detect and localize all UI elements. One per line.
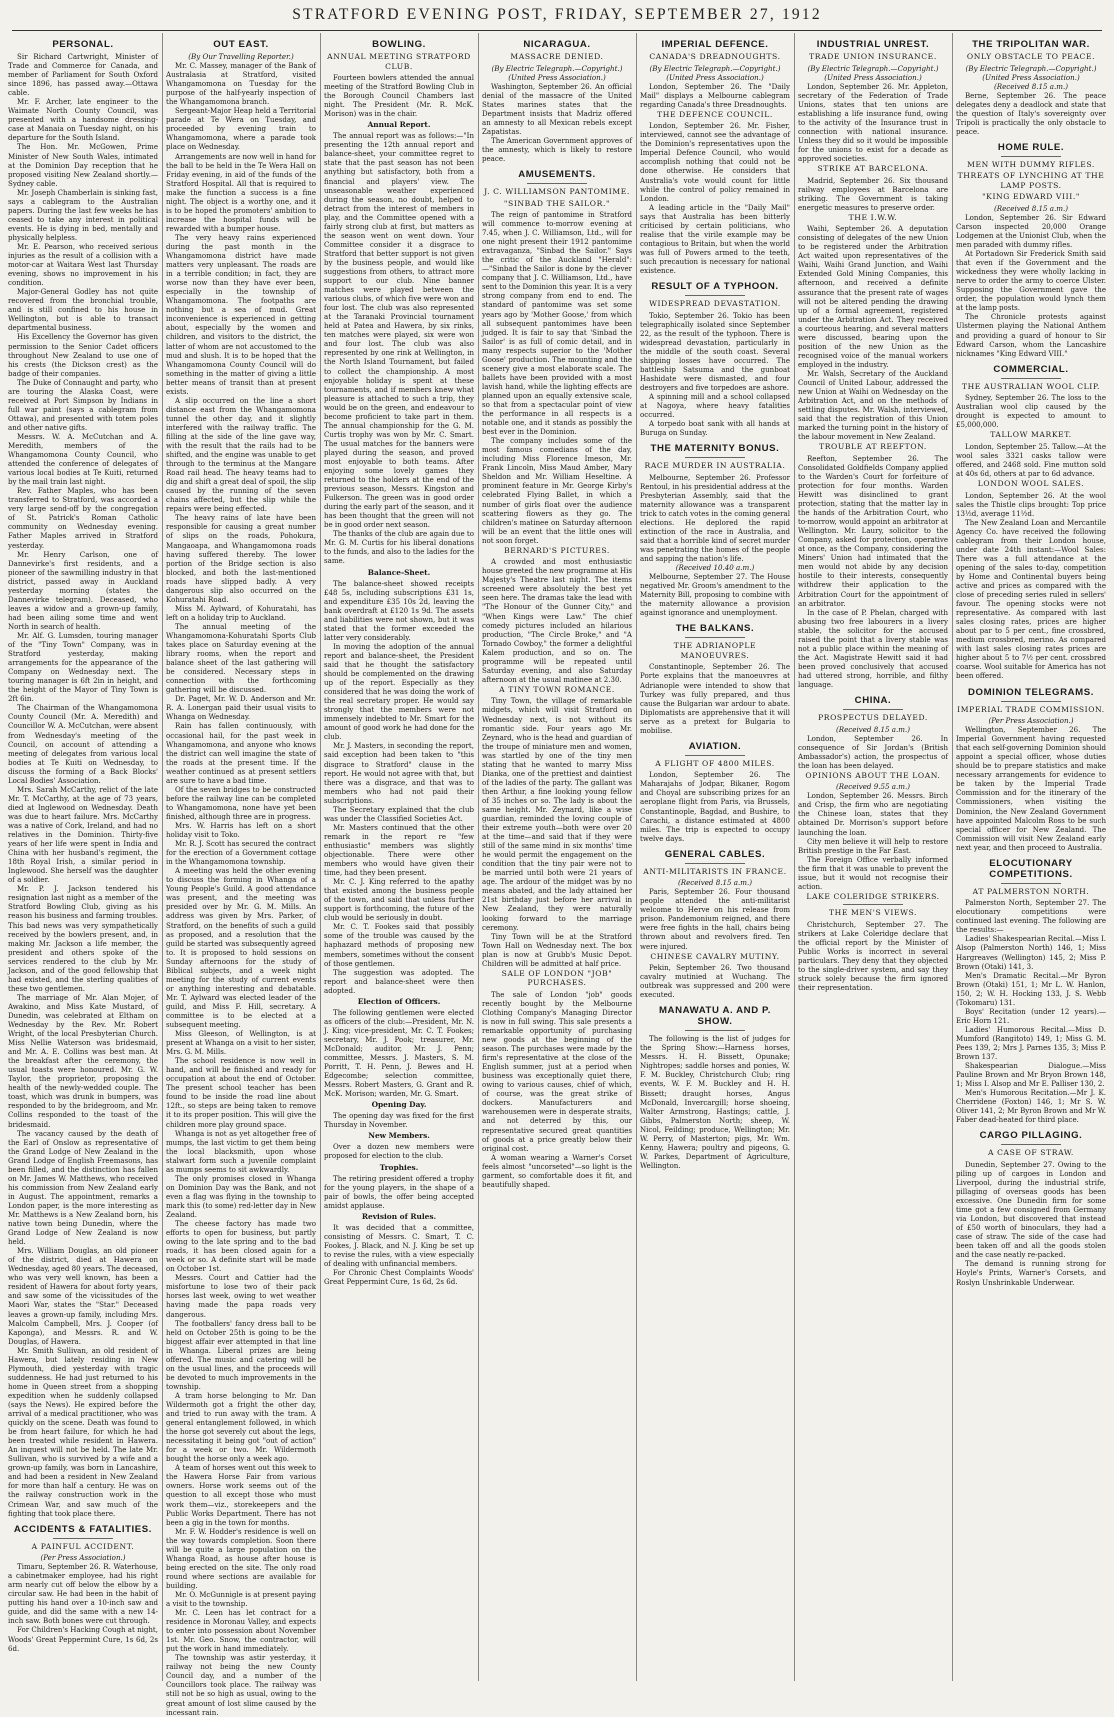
subheading: TRADE UNION INSURANCE. (809, 52, 937, 61)
section-heading: THE MATERNITY BONUS. (650, 443, 780, 455)
subheading: THE ADRIANOPLE MANOEUVRES. (673, 641, 757, 660)
section-separator (685, 295, 745, 296)
section-separator (685, 637, 745, 638)
article-paragraph: A torpedo boat sank with all hands at Buruga on Sunday. (640, 419, 790, 438)
article-paragraph: Timaru, September 26. R. Waterhouse, a cabinetmaker employee, had his right arm nearly cut off below the elbow by a circular saw. He had been in the habit of putting his hand over a 10-inch saw and guide, and did the same with a new 14-inch saw. Both bones were cut through. (8, 1562, 158, 1626)
article-paragraph: The demand is running strong for Hoyle's Prints, Warner's Corsets, and Roslyn Unshrinkable Underwear. (956, 1259, 1106, 1287)
subheading: RACE MURDER IN AUSTRALIA. (644, 461, 786, 471)
article-paragraph: Whanga is not as yet altogether free of mumps, the last victim to get them being the local blacksmith, upon whose stalwart form such a juvenile complaint as mumps seems to sit awkwardly. (166, 1128, 316, 1174)
section-heading: OUT EAST. (213, 39, 269, 50)
article-paragraph: London, September 26. The Maharajahs of Jodpar, Bikaner, Rogom and Choyal are subscribing prizes for an aeroplane flight from Paris, via Brussels, Constantinople, Bagdad, and Bushire, to Carachi, a distance estimated at 4800 miles. The trip is expected to occupy twelve days. (640, 770, 790, 843)
article-paragraph: Rain has fallen continuously, with occasional hail, for the past week in Whangamomona, and anyone who knows the district can well imagine the state of the roads at the present time. If the weather continued as at present settlers are sure to have a bad time. (166, 721, 316, 785)
column-rule (636, 33, 637, 1681)
article-paragraph: The annual meeting of the Whangamomona-Kohuratahi Sports Club takes place on Saturday evening at the library rooms, when the report and balance sheet of the last gathering will be considered. Necessary steps in connection with the forthcoming gathering will be discussed. (166, 621, 316, 695)
section-heading: INDUSTRIAL UNREST. (816, 39, 930, 50)
article-paragraph: Mr. F. Archer, late engineer to the Waimate North County Council, was presented with a handsome dressing-case at Manaia on Tuesday night, on his departure for the South Island. (8, 97, 158, 143)
article-paragraph: The following gentlemen were elected as officers of the club:—President, Mr. N. J. King; vice-president, Mr. C. T. Fookes; secretary, Mr. J. Pook; treasurer, Mr. McDonald; auditor, Mr. J. Penn; committee, Messrs. J. Masters, S. M. Porritt, T. H. Penn, J. Bewes and H. Edgecombe; selection committee, Messrs. Robert Masters, G. Grant and R. McK. Morison; warden, Mr. G. Smart. (324, 1007, 474, 1099)
minor-heading: Annual Report. (367, 120, 431, 130)
article-paragraph: Mr. F. W. Hodder's residence is well on the way towards completion. Soon there will be quite a large population on the Whanga Road, as house after house is being erected on the site. The only road round where sections are available for building. (166, 1526, 316, 1590)
subheading: ONLY OBSTACLE TO PEACE. (966, 52, 1096, 61)
section-heading: THE TRIPOLITAN WAR. (972, 39, 1090, 50)
article-paragraph: In the case of P. Phelan, charged with abusing two free labourers in a livery stable, the solicitor for the accused raised the point that a livery stable was not a public place within the meaning of the Act. Magistrate Hewitt said it had been proved conclusively that accused had uttered strong, horrible, and filthy language. (798, 607, 948, 689)
article-paragraph: City men believe it will help to restore British prestige in the Far East. (798, 836, 948, 855)
article-paragraph: Mr. J. Masters, in seconding the report, said exception had been taken to "this disgrace to Stratford" clause in the report. He would not agree with that, but there was a disgrace, and that was to members who had not paid their subscriptions. (324, 741, 474, 805)
section-heading: HOME RULE. (997, 141, 1065, 153)
dateline: (Received 8.15 a.m.) (993, 81, 1069, 91)
article-paragraph: The school residence is now well in hand, and will be finished and ready for occupation at about the end of October. The present school teacher has been found to be inside the road line about 12ft., so steps are being taken to remove it to its proper position. This will give the children more play ground space. (166, 1056, 316, 1129)
article-paragraph: The retiring president offered a trophy for the young players, in the shape of a pair of bowls, the offer being accepted amidst applause. (324, 1173, 474, 1210)
dateline: (Received 8.15 a.m.) (835, 724, 911, 734)
column-rule (162, 33, 163, 1681)
article-paragraph: The opening day was fixed for the first Thursday in November. (324, 1111, 474, 1130)
article-paragraph: A tram horse belonging to Mr. Dan Wildermoth got a fright the other day, and tried to run away with the tram. A general entanglement followed, in which the horse got severely cut about the legs, necessitating it being got "out of action" for a week or two. Mr. Wildermoth bought the horse only a week ago. (166, 1390, 316, 1464)
subheading: OPINIONS ABOUT THE LOAN. (805, 770, 941, 780)
article-paragraph: Dr. Paget, Mr. W. D. Anderson and Mr. R. A. Lonergan paid their usual visits to Whanga on Wednesday. (166, 694, 316, 722)
article-paragraph: Mr. C. J. King referred to the apathy that existed among the business people of the town, and said that unless further support is forthcoming, the future of the club would be seriously in doubt. (324, 877, 474, 923)
section-separator (1001, 701, 1061, 702)
article-paragraph: Waihi, September 26. A deputation consisting of delegates of the new Union to be registered under the Arbitration Act waited upon representatives of the Waihi, Waihi Grand Junction, and Waihi Extended Gold Mining Companies, this afternoon, and received a definite assurance that the present rate of wages will not be altered pending the drawing up of a formal agreement, registered under the Arbitration Act. They received a courteous hearing, and several matters were discussed, bearing upon the position of the new Union as the recognised voice of the manual workers employed in the industry. (798, 224, 948, 369)
dateline: (Received 9.55 a.m.) (835, 782, 911, 792)
article-paragraph: London, September 26. Mr. Appleton, secretary of the Federation of Trade Unions, states that ten unions are establishing a life insurance fund, owing to the activity of the Insurance trust in connection with national insurance. Unless they did so it would be impossible for the unions to exist for a decade as approved societies. (798, 81, 948, 163)
article-paragraph: Pekin, September 26. Two thousand cavalry mutinied at Wuchang. The outbreak was suppressed and 200 were executed. (640, 963, 790, 1000)
section-heading: RESULT OF A TYPHOON. (651, 281, 779, 293)
article-paragraph: Mrs. William Douglas, an old pioneer of the district, died at Hawera on Wednesday, aged 80 years. The deceased, who was very well known, has been a resident of Hawera for about forty years, and saw some of the vicissitudes of the Maori War, states the "Star." Deceased leaves a grown-up family, including Mrs. Malcolm Campbell, Mrs. J. Cooper (of Kaponga), and Messrs. R. and W. Douglas, of Hawera. (8, 1246, 158, 1346)
article-paragraph: For Chronic Chest Complaints Woods' Great Peppermint Cure, 1s 6d, 2s 6d. (324, 1268, 474, 1287)
article-paragraph: Sergeant-Major Heap held a Territorial parade at Te Wera on Tuesday, and proceeded by evening train to Whangamomona, where a parade took place on Wednesday. (166, 106, 316, 152)
section-separator (685, 1030, 745, 1031)
article-paragraph: Constantinople, September 26. The Porte explains that the manoeuvres at Adrianople were intended to show that Turkey was fully prepared, and thus cause the Bulgarian war ardour to abate. Diplomatists are apprehensive that it will serve as a pretext for Bulgaria to mobilise. (640, 662, 790, 735)
article-paragraph: At Portadown Sir Frederick Smith said that even if the Government and the wickedness they were wholly lacking in nerve to order the army to coerce Ulster. Supposing the Government gave the order, the population would lynch them at the lamp posts. (956, 249, 1106, 313)
section-heading: COMMERCIAL. (993, 363, 1069, 375)
article-paragraph: Major-General Godley has not quite recovered from the bronchial trouble, and is still confined to his house in Wellington, but is able to transact departmental business. (8, 287, 158, 333)
subheading: IMPERIAL TRADE COMMISSION. (957, 704, 1105, 714)
article-paragraph: Tokio, September 26. Tokio has been telegraphically isolated since September 22, as the result of the typhoon. There is widespread devastation, particularly in the middle of the south coast. Several shipping losses have occurred. The battleship Satsuma and the gunboat Hashidate were dismasted, and four destroyers and five torpedoes are ashore. (640, 310, 790, 392)
section-separator (53, 1538, 113, 1539)
article-paragraph: A woman wearing a Warner's Corset feels almost "uncorseted"—so light is the garment, so comfortable does it fit, and beautifully shaped. (482, 1152, 632, 1189)
article-paragraph: Mr. E. Pearson, who received serious injuries as the result of a collision with a motor-car at Waitara West last Thursday evening, shows no improvement in his condition. (8, 241, 158, 288)
article-paragraph: The Hon. Mr. McGowen, Prime Minister of New South Wales, intimated at the Dominion Day reception that he proposed visiting New Zealand shortly.—Sydney cable. (8, 142, 158, 188)
article-paragraph: Mr. R. J. Scott has secured the contract for the erection of a Government cottage in the Whangamomona township. (166, 839, 316, 867)
article-paragraph: Wellington, September 26. The Imperial Government having requested that each self-governing Dominion should appoint a special officer, whose duties should be to prepare statistics and make necessary arrangements for evidence to be taken by the Imperial Trade Commission and for the itinerary of the Commissioners, when visiting the Dominion, the New Zealand Government have appointed Malcolm Ross to be such special officer for New Zealand. The Commission will visit New Zealand early next year, and then proceed to Australia. (956, 725, 1106, 852)
article-paragraph: Ladies' Shakespearian Recital.—Miss I. Alsop (Palmerston North) 146, 1; Miss Hargreaves (Wellington) 145, 2; Miss P. Brown (Otaki) 141, 3. (956, 934, 1106, 971)
article-paragraph: London, September 26. Messrs. Birch and Crisp, the firm who are negotiating the Chinese loan, states that they obtained Dr. Morrison's support before launching the loan. (798, 791, 948, 837)
article-paragraph: Madrid, September 26. Six thousand railway employees at Barcelona are striking. The Government is taking energetic measures to preserve order. (798, 175, 948, 212)
article-paragraph: London, September 25. Tallow.—At the wool sales 3321 casks tallow were offered, and 2468 sold. Fine mutton sold at 40s 6d, others at par to 6d advance. (956, 441, 1106, 478)
article-paragraph: Fourteen bowlers attended the annual meeting of the Stratford Bowling Club in the Borough Council Chambers last night. The President (Mr. R. McK. Morison) was in the chair. (324, 73, 474, 119)
section-separator (685, 863, 745, 864)
newspaper-columns (8, 33, 1108, 1717)
article-paragraph: Sydney, September 26. The loss to the Australian wool clip caused by the drought is expected to amount to £5,000,000. (956, 393, 1106, 430)
article-paragraph: Reefton, September 26. The Consolidated Goldfields Company applied to the Warden's Court for forfeiture of protection for four months. Warden Hewitt was disinclined to grant protection, stating that the matter lay in the hands of the Arbitration Court, who to-morrow, would appoint an arbitrator at Wellington. Mr. Laury, solicitor to the Company, asked for protection, operative at once, as the Company, considering the Miners' Union had intimated that the men would not abide by any decision hostile to their interests, consequently withdrew their application to the Arbitration Court for the appointment of an arbitrator. (798, 453, 948, 608)
article-paragraph: Mr. C. Massey, manager of the Bank of Australasia at Stratford, visited Whangamomona on Tuesday for the purpose of the half-yearly inspection of the Whangamomona branch. (166, 61, 316, 107)
section-heading: AVIATION. (688, 740, 742, 752)
column-nicaragua (482, 33, 632, 1681)
article-paragraph: The township was astir yesterday, it railway not being the new County Council day, and a number of the Councillors took place. The railway was still not be so high as usual, owing to the great amount of lost slime caused by the incessant rain. (166, 1653, 316, 1717)
article-paragraph: Over a dozen new members were proposed for election to the club. (324, 1142, 474, 1161)
subheading: THE AUSTRALIAN WOOL CLIP. (961, 381, 1101, 391)
subheading: STRIKE AT BARCELONA. (817, 164, 929, 174)
subheading: A PAINFUL ACCIDENT. (31, 1541, 135, 1551)
section-separator (527, 183, 587, 184)
section-separator (1001, 1144, 1061, 1145)
article-paragraph: London, September 26. The "Daily Mail" displays a Melbourne cablegram regarding Canada's three Dreadnoughts. (640, 81, 790, 109)
article-paragraph: The heavy rains of late have been responsible for causing a great number of slips on the roads, Pohokura, Mangaoapa, and Whangamomona roads having suffered thereby. The lower portion of the Bridge section is also blocked, and both the last-mentioned roads have slipped badly. A very dangerous slip also occurred on the Kohuratahi Road. (166, 513, 316, 604)
dateline: (Received 8.15 a.m.) (677, 878, 753, 888)
column-rule (952, 33, 953, 1681)
article-paragraph: Dunedin, September 27. Owing to the piling up of cargoes in London and Liverpool, during the industrial strife, pillaging of overseas goods has been excessive. One Dunedin firm for some time got a few consigned from Germany via London, but discovered that instead of £50 worth of binoculars, they had a case of straw. The side of the case had been taken off and all the goods stolen and the case neatly re-packed. (956, 1159, 1106, 1260)
dateline: (Per Press Association.) (988, 716, 1074, 726)
article-paragraph: The Chairman of the Whangamomona County Council (Mr. A. Meredith) and Councillor W. A. McCutchan, were absent from Wednesday's meeting of the Council, on account of attending a meeting of delegates from various local bodies at Te Kuiti on Wednesday, to discuss the forming of a Back Blocks' Local Bodies' Association. (8, 703, 158, 785)
column-tripolitan-war (956, 33, 1106, 1681)
article-paragraph: Arrangements are now well in hand for the ball to be held in the Te Wera Hall on Friday evening, in aid of the funds of the Stratford Hospital. All that is required to make the function a success is a fine night. The object is a worthy one, and it is to be hoped the promoters' ambition to increase the hospital funds will be rewarded with a bumper house. (166, 151, 316, 233)
article-paragraph: The very heavy rains experienced during the past month in the Whangamomona district have made matters very unpleasant. The roads are in a terrible condition; in fact, they are worse now than they have ever been, especially in the township of Whangamomona. The footpaths are nothing but a sea of mud. Great inconvenience is experienced in getting about, especially by the women and children, and visitors to the district, the latter of whom are not accustomed to the mud and slush. It is to be hoped that the Whangamomona County Council will do something in the matter of giving a little better means of transit than at present exists. (166, 232, 316, 396)
article-paragraph: Miss M. Aylward, of Kohuratahi, has left on a holiday trip to Auckland. (166, 603, 316, 622)
dateline: (By Electric Telegraph.—Copyright.) (United Press Association.) (491, 63, 623, 82)
article-paragraph: Mr. O. McGunnigle is at present paying a visit to the township. (166, 1589, 316, 1609)
article-paragraph: Mr. Henry Carlson, one of Dannevirke's first residents, and a pioneer of the sawmilling industry in that district, passed away in Auckland yesterday morning (states the Dannevirke telegram). Deceased, who leaves a widow and a grown-up family, had been ailing some time and went North in search of health. (8, 549, 158, 631)
subheading: ANTI-MILITARISTS IN FRANCE. (643, 866, 787, 876)
article-paragraph: The suggestion was adopted. The report and balance-sheet were then adopted. (324, 967, 474, 995)
article-paragraph: Men's Dramatic Recital.—Mr Byron Brown (Otaki) 151, 1; Mr L. W. Hanlon, 150, 2; W. H. Hocking 133, J. S. Webb (Tokomaru) 131. (956, 970, 1106, 1007)
subheading: CANADA'S DREADNOUGHTS. (649, 52, 781, 61)
dateline: (Received 10.40 a.m.) (675, 563, 755, 573)
subheading: A TINY TOWN ROMANCE. (499, 684, 615, 694)
article-paragraph: Mrs. W. Harris has left on a short holiday visit to Toko. (166, 820, 316, 840)
article-paragraph: Mr. Walsh, Secretary of the Auckland Council of United Labour, addressed the new Union at Waihi on Wednesday on the Arbitration Act, and on the methods of settling disputes. Mr. Walsh, interviewed, said that the registration of this Union marked the turning point in the history of the labour movement in New Zealand. (798, 368, 948, 442)
article-paragraph: Christchurch, September 27. The strikers at Lake Coleridge declare that the official report by the Minister of Public Works is incorrect in several particulars. They deny that they objected to the single-driver system, and say they struck solely because the firm ignored their representation. (798, 919, 948, 993)
article-paragraph: For Children's Hacking Cough at night, Woods' Great Peppermint Cure, 1s 6d, 2s 6d. (8, 1625, 158, 1653)
masthead: STRATFORD EVENING POST, FRIDAY, SEPTEMBER 27, 1912 (292, 6, 822, 23)
column-rule (320, 33, 321, 1681)
subheading: "SINBAD THE SAILOR." (503, 198, 611, 208)
section-separator (1001, 883, 1061, 884)
article-paragraph: The balance-sheet showed receipts £48 5s, including subscriptions £31 1s, and expenditure £35 10s 2d, leaving the bank overdraft at £120 1s 9d. The assets and liabilities were not shown, but it was stated that the former exceeded the latter very considerably. (324, 578, 474, 642)
article-paragraph: London, September 26. In consequence of Sir Jordan's (British Ambassador's) action, the prospectus of the loan has been delayed. (798, 733, 948, 770)
article-paragraph: Melbourne, September 26. Professor Rentoul, in his presidential address at the Presbyterian Assembly, said that the maternity allowance was a transparent trick to catch votes in the coming general elections. He deplored the rapid extinction of the race in Australia, and said that a horrible kind of secret murder was penetrating the homes of the people and sapping the nation's life. (640, 472, 791, 564)
article-paragraph: Messrs. W. A. McCutchan and A. Meredith, members of the Whangamomona County Council, who attended the conference of delegates of various local bodies at Te Kuiti, returned by the mail train last night. (8, 431, 158, 487)
article-paragraph: The Duke of Connaught and party, who are touring the Alaska Coast, were received at Port Simpson by Indians in full war paint (says a cablegram from Ottawa), and presented with totem poles and other native gifts. (8, 377, 158, 432)
subheading: LAKE COLERIDGE STRIKERS. (806, 891, 940, 901)
article-paragraph: Mr. Smith Sullivan, an old resident of Hawera, but lately residing in New Plymouth, died yesterday with tragic suddenness. He had just returned to his home in Queen street from a shopping expedition when he suddenly collapsed (says the News). He expired before the arrival of a medical practitioner, who was quickly on the scene. Death was found to be from heart failure, for which he had been treated while resident in Hawera. An inquest will not be held. The late Mr. Sullivan, who is survived by a wife and a grown-up family, was born in Lancashire, and had been a resident in New Zealand for more than half a century. He was on the railway construction work in the Crimean War, and saw much of the fighting that took place there. (8, 1345, 158, 1518)
section-heading: CARGO PILLAGING. (979, 1130, 1083, 1142)
article-paragraph: Paris, September 26. Four thousand people attended the anti-militarist welcome to Herve on his release from prison. Pandemonium reigned, and there were free fights in the hall, chairs being thrown about and revolvers fired. Ten were injured. (640, 887, 790, 951)
section-heading: AMUSEMENTS. (518, 169, 596, 181)
article-paragraph: London, September 26. Sir Edward Carson inspected 20,000 Orange Lodgemen at the Unionist Club, when the men paraded with dummy rifles. (956, 212, 1106, 250)
article-paragraph: London, September 26. At the wool sales the Thistle clips brought: Top price 13½d, average 11½d. (956, 490, 1106, 518)
dateline: (By Electric Telegraph.—Copyright.) (United Press Association.) (649, 63, 781, 82)
subheading: LONDON WOOL SALES. (977, 479, 1085, 489)
masthead-rule (12, 30, 1102, 31)
article-paragraph: A team of horses went out this week to the Hawera Horse Fair from various owners. Horse work seems out of the question to all except those who must work them—viz., storekeepers and the Public Works Department. There has not been a gig in the town for months. (166, 1463, 316, 1527)
subheading: THREATS OF LYNCHING AT THE LAMP POSTS. (957, 171, 1105, 190)
column-rule (478, 33, 479, 1681)
section-heading: PERSONAL. (52, 39, 114, 50)
article-paragraph: The New Zealand Loan and Mercantile Agency Co. have received the following cablegram from their London house, under date 24th instant:—Wool Sales: There was a full attendance at the opening of the sales to-day, competition by Home and Continental buyers being active and prices as compared with the close of preceding series ruled in sellers' favour. The opening stocks were not representative. As compared with last sales closing rates, prices are higher about par to 5 per cent., fine crossbred, medium crossbred, merino. As compared with last sales closing rates prices are higher about 5 to 7½ per cent. crossbred coarse. Wool suitable for America has not been offered. (956, 517, 1106, 681)
article-paragraph: Mr. Masters continued that the other remark in the report re "few enthusiastic" members was slightly objectionable. There were other members who would have given their time, had they been present. (324, 822, 474, 878)
subheading: MASSACRE DENIED. (510, 52, 604, 61)
section-separator (843, 709, 903, 710)
subheading: CHINESE CAVALRY MUTINY. (650, 951, 780, 961)
article-paragraph: Berne, September 26. The peace delegates deny a deadlock and state that the question of Italy's sovereignty over Tripoli is practically the only obstacle to peace. (956, 90, 1106, 136)
minor-heading: New Members. (368, 1131, 430, 1141)
article-paragraph: A leading article in the "Daily Mail" says that Australia has been bitterly criticised by certain politicians, who realise that the virile example may be contagious to Britain, but when the world was full of Powers armed to the teeth, such precaution is necessary for national existence. (640, 202, 790, 275)
article-paragraph: Tiny Town, the village of remarkable midgets, which will visit Stratford on Wednesday next, is not without its romantic side. Four years ago Mr. Zeynard, who is the head and guardian of the troupe of miniature men and women, was startled by one of the tiny men stating that he wanted to marry Miss Dianka, one of the prettiest and daintiest of the ladies of the party. The gallant was then Arthur, a fine looking young fellow of 35 inches or so. The lady is about the same height. Mr. Zeynard, like a wise guardian, reminded the loving couple of their extreme youth—both were over 20 at the time—and said that if they were still of the same mind in six months' time he would permit the engagement on the condition that the tiny pair were not to be married until both were 21 years of age. The ardour of the midget was by no means abated, and the lady attained her 21st birthday just before her arrival in New Zealand, they were naturally looking forward to the marriage ceremony. (482, 696, 632, 932)
article-paragraph: Melbourne, September 27. The House negatived Mr. Groom's amendment to the Maternity Bill, proposing to combine with the maternity allowance a provision against ignorance and unemployment. (640, 572, 790, 618)
section-heading: THE BALKANS. (675, 623, 755, 635)
subheading: TALLOW MARKET. (990, 430, 1072, 440)
article-paragraph: The annual report was as follows:—"In presenting the 12th annual report and balance-sheet, your committee regret to state that the past season has not been anything but satisfactory, both from a financial and players' view. The unseasonable weather experienced during the season, no doubt, helped to detract from the interest of members in play, and the Committee opened with a fairly strong club at first, but matters as the season went on went down. Your Committee consider it a disgrace to Stratford that better support is not given by the business people, and would like suggestions from others, to attract more support to our club. Nine banner matches were played between the various clubs, of which five were won and four lost. The club was also represented at the Taranaki Provincial tournament held at Patea and Hawera, by six rinks, ten matches were played, six were won and four lost. The club was also represented by one rink at Wellington, in the North Island Tournament, but failed to collect the championship. A most enjoyable holiday is spent at these tournaments, and if members knew what pleasure is attached to such a trip, they would be on the green, and endeavour to become proficient to take part in them. The annual championship for the G. M. Curtis trophy was won by Mr. C. Smart. The usual matches for the banners were played during the season, and proved most enjoyable to both teams. After enjoying some lovely games they returned to the holders at the end of the previous season, Messrs. Kingston and Fulkerson. The green was in good order during the early part of the season, and it has been thought that the green will not be in good order next season. (324, 131, 474, 530)
subheading: BERNARD'S PICTURES. (504, 545, 610, 555)
section-heading: DOMINION TELEGRAMS. (968, 686, 1094, 698)
subheading: AT PALMERSTON NORTH. (972, 886, 1090, 896)
article-paragraph: Messrs. Court and Cattier had the misfortune to lose two of their pack horses last week, owing to wet weather having made the papa roads very dangerous. (166, 1273, 316, 1319)
minor-heading: Revision of Rules. (361, 1211, 437, 1221)
section-separator (685, 457, 745, 458)
minor-heading: Trophies. (379, 1162, 419, 1172)
article-paragraph: The vacancy caused by the death of the Earl of Onslow as representative of the Grand Lodge of New Zealand in the Grand Lodge of English Freemasons, has been filled, and the distinction has fallen on Mr. James W. Matthews, who received his commission from New Zealand early in August. The appointment, remarks a London paper, is the more interesting as Mr. Matthews is a New Zealand born, his native town being Dunedin, where the Grand Lodge of New Zealand is now held. (8, 1128, 158, 1247)
section-separator (685, 755, 745, 756)
article-paragraph: It was decided that a committee, consisting of Messrs. C. Smart, T. C. Fookes, J. Black, and N. J. King be set up to revise the rules, with a view especially of dealing with unfinancial members. (324, 1222, 474, 1268)
section-heading: GENERAL CABLES. (664, 848, 766, 860)
dateline: (Per Press Association.) (40, 1553, 126, 1563)
subheading: THE MEN'S VIEWS. (828, 908, 918, 918)
article-paragraph: A meeting was held the other evening to discuss the forming in Whanga of a Young People's Guild. A good attendance was present, and the meeting was presided over by Mr. G. M. Mills. An address was given by Mrs. Parker, of Stratford, on the benefits of such a guild as proposed, and a resolution that the guild be started was subsequently agreed to. It is proposed to hold sessions on Sunday afternoons for the study of Biblical subjects, and a week night meeting for the study of current events or anything interesting and debatable. Mr. T. Aylward was elected leader of the guild, and Miss F. Hill, secretary. A committee is to be elected at a subsequent meeting. (166, 866, 316, 1030)
article-paragraph: Rev. Father Maples, who has been transferred to Stratford, was accorded a very large send-off by the congregation of St. Patrick's Roman Catholic community on Wednesday evening. Father Maples arrived in Stratford yesterday. (8, 486, 158, 550)
section-heading: CHINA. (854, 695, 892, 707)
section-heading: MANAWATU A. AND P. SHOW. (658, 1005, 772, 1028)
article-paragraph: Washington, September 26. An official denial of the massacre of the United States marines states that the Department insists that Madriz offered an amnesty to all Mexican rebels except Zapatistas. (482, 81, 632, 136)
article-paragraph: A crowded and most enthusiastic house greeted the new programme at His Majesty's Theatre last night. The items screened were absolutely the best yet seen here. The dramas take the lead with "The Honour of the Gunner City," and "When Kings were Law." The chief comedy pictures included an hilarious production, "The Circle Broke," and "A Tornado Cowboy," the former a delightful Kalem production, and so on. The programme will be repeated until Saturday evening, and also Saturday afternoon at the usual matinee at 2.30. (482, 557, 632, 684)
section-heading: IMPERIAL DEFENCE. (661, 39, 769, 50)
article-paragraph: The following is the list of judges for the Spring Show:—Harness horses, Messrs. H. H. Bissett, Opunake; Nightropes; saddle horses and ponies, W. F. M. Buckley, Christchurch Club; ring events, W. F. M. Buckley and H. H. Bissett; draught horses, Angus McDonald, Invercargill; horse shoeing, Walter Armstrong, Hastings; cattle, J. Gibbs, Palmerston North; sheep, W. Nicol, Feilding; produce, Wellington; Mr. W. Perry, of Masterton; pigs, Mr. Wm. Kenny, Hawera; poultry and pigeons, G. W. Parkes, Department of Agriculture, Wellington. (640, 1034, 790, 1170)
article-paragraph: Of the seven bridges to be constructed before the railway line can be completed to Whangamomona, none have yet been finished, although three are in progress. (166, 784, 316, 821)
subheading: A FLIGHT OF 4800 MILES. (655, 758, 775, 768)
minor-heading: Election of Officers. (357, 996, 441, 1006)
section-heading: NICARAGUA. (523, 39, 591, 50)
article-paragraph: The reign of pantomime in Stratford will commence to-morrow evening at 7.45, when J. C. Williamson, Ltd., will for one night present their 1912 pantomime extravaganza, "Sinbad the Sailor." Says the critic of the Auckland "Herald":—"Sinbad the Sailor is done by the clever company that J. C. Williamson, Ltd., have sent to the Dominion this year. It is a very strong company from end to end. The standard of pantomime was set some years ago by 'Mother Goose,' from which all subsequent pantomimes have been judged. It is fair to say that 'Sinbad the Sailor' is as full of comic detail, and in many respects superior to the 'Mother Goose' production. The mounting and the scenery give a most elaborate scale. The ballets have been provided with a most lavish hand, while the lighting effects are planned upon an equally extensive scale, so that from a spectacular point of view the performance in all respects is a notable one, and it stands as possibly the best ever in the Dominion. (482, 210, 632, 437)
subheading: ANNUAL MEETING STRATFORD CLUB. (327, 52, 471, 71)
article-paragraph: Mr. C. Leen has let contract for a residence in Moronau Valley, and expects to enter into possession about November 1st. Mr. Geo. Snow, the contractor, will put the work in hand immediately. (166, 1608, 316, 1654)
subheading: "KING EDWARD VIII." (982, 192, 1080, 202)
minor-heading: Opening Day. (371, 1100, 427, 1110)
dateline: (Received 8.15 a.m.) (993, 203, 1069, 213)
column-industrial-unrest (798, 33, 948, 1681)
subheading: A CASE OF STRAW. (988, 1148, 1074, 1158)
column-personal (8, 33, 158, 1681)
subheading: THE DEFENCE COUNCIL. (657, 109, 773, 119)
article-paragraph: The company includes some of the most famous comedians of the day, including Miss Florence Imeson, Mr. Frank Lincoln, Miss Maud Amber, Mary Sheldon and Mr. William Heseltine. A prominent feature in Mr. George Kirby's celebrated Flying Ballet, in which a number of girls float over the audience scattering flowers as they go. The children's matinee on Saturday afternoon will be an event that the little ones will not soon forget. (482, 436, 632, 545)
article-paragraph: A spinning mill and a school collapsed at Nagoya, where heavy fatalities occurred. (640, 391, 790, 420)
article-paragraph: Boys' Recitation (under 12 years).—Eric Horn 121. (956, 1006, 1106, 1025)
article-paragraph: Palmerston North, September 27. The elocutionary competitions were continued last evening. The following are the results:— (956, 898, 1106, 935)
article-paragraph: The marriage of Mr. Alan Mojer, of Awakino, and Miss Kate Mustard, of Dunedin, was celebrated at Eltham on Wednesday by the Rev. Mr. Robert Wright, of the local Presbyterian Church. Miss Nellie Waterson was bridesmaid, and Mr. A. E. Collins was best man. At the breakfast after the ceremony, the usual toasts were honoured. Mr. G. W. Taylor, the proprietor, proposing the health of the newly-wedded couple. The toast, which was drunk in bumpers, was responded to by the bridegroom, and Mr. Collins responded to the toast of the bridesmaid. (8, 992, 158, 1129)
article-paragraph: The sale of London "job" goods recently bought by the Melbourne Clothing Company's Managing Director is now in full swing. This sale presents a remarkable opportunity of purchasing new goods at the beginning of the season. The purchases were made by the firm's representative at the close of the English summer, just at a period when business was exceptionally quiet there, owing to various causes, chief of which, of course, was the great strike of dockers. Manufacturers and warehousemen were in desperate straits, and not deterred by this, our representative secured great quantities of goods at a price greatly below their original cost. (482, 989, 632, 1153)
dateline: (By Electric Telegraph.—Copyright.) (United Press Association.) (807, 63, 939, 82)
article-paragraph: Tiny Town will be at the Stratford Town Hall on Wednesday next. The box plan is now at Grubb's Music Depot. Children will be admitted at half price. (482, 931, 632, 968)
article-paragraph: Men's Humorous Recitation.—Mr J. K. Cherridene (Foxton) 146, 1; Mr S. W. Oliver 141, 2; Mr Byron Brown and Mr W. Faber dead-heated for third place. (956, 1088, 1106, 1125)
subheading: SALE OF LONDON "JOB" PURCHASES. (501, 968, 613, 988)
article-paragraph: The only promises closed in Whanga on Dominion Day was the Bank, and not even a flag was flying in the township to mark this (to some) red-letter day in New Zealand. (166, 1173, 316, 1219)
article-paragraph: The cheese factory has made two efforts to open for business, but partly owing to the late spring and to the bad roads, it has been closed again for a week or so. A definite start will be made on October 1st. (166, 1219, 316, 1274)
dateline: (By Electric Telegraph.—Copyright.) (United Press Association.) (965, 63, 1097, 82)
section-separator (1001, 378, 1061, 379)
subheading: MEN WITH DUMMY RIFLES. (967, 159, 1095, 169)
article-paragraph: Mrs. Sarah McCarthy, relict of the late Mr. T. McCarthy, at the age of 73 years, died at Inglewood on Wednesday. Death was due to heart failure. Mrs. McCarthy was a native of Cork, Ireland, and had no relatives in the Dominion. Thirty-five years of her life were spent in India and China with her husband's regiment, the 18th Royal Irish, a similar period in Inglewood. She herself was the daughter of a soldier. (8, 784, 158, 885)
article-paragraph: Shakespearian Dialogue.—Miss Pauline Brown and Mr Bryon Brown 148, 1; Miss I. Alsop and Mr E. Palliser 130, 2. (956, 1061, 1106, 1089)
subheading: WIDESPREAD DEVASTATION. (649, 299, 781, 309)
article-paragraph: The footballers' fancy dress ball to be held on October 25th is going to be the biggest affair ever attempted in that line in Whanga. Liberal prizes are being offered. The music and catering will be on the usual lines, and the proceeds will be devoted to much improvements in the township. (166, 1318, 316, 1391)
article-paragraph: Ladies' Humorous Recital.—Miss D. Mumford (Rangitoto) 149, 1; Miss G. M. Pees 139, 2; Mrs J. Parnes 135, 3; Miss P. Brown 137. (956, 1024, 1106, 1062)
article-paragraph: A slip occurred on the line a short distance east from the Whangamomona tunnel the other day, and it slightly interfered with the railway traffic. The filling at the side of the line gave way, with the result that the rails had to be shifted, and the engine was unable to get through to the terminus at the Mangare Road rail head. The heavy teams had to dig and shift a great deal of spoil, the slip caused by the running of the seven chains affected, but the slip while the repairs were being effected. (166, 395, 316, 514)
minor-heading: Balance-Sheet. (367, 567, 431, 577)
column-rule (794, 33, 795, 1681)
column-imperial-defence (640, 33, 790, 1681)
subheading: THE I.W.W. (848, 212, 898, 222)
article-paragraph: The thanks of the club are again due to Mr. G. M. Curtis for his liberal donations to the funds, and also to the ladies for the same. (324, 529, 474, 566)
subheading: PROSPECTUS DELAYED. (818, 713, 928, 723)
article-paragraph: London, September 26. Mr. Fisher, interviewed, cannot see the advantage of the Dominion's representatives upon the Imperial Defence Council, who would accomplish nothing that could not be done otherwise. He considers that Australia's vote would count for little while the control of policy remained in London. (640, 121, 790, 203)
article-paragraph: The American Government approves of the amnesty, which is likely to restore peace. (482, 135, 632, 163)
subheading: J. C. WILLIAMSON PANTOMIME. (484, 187, 630, 197)
article-paragraph: The Chronicle protests against Ulstermen playing the National Anthem and providing a guard of honour to Sir Edward Carson, whom the Lancashire nicknames "King Edward VIII." (956, 312, 1106, 358)
section-separator (1001, 156, 1061, 157)
column-bowling (324, 33, 474, 1681)
column-out-east (166, 33, 316, 1717)
dateline: (By Our Travelling Reporter.) (188, 52, 294, 61)
article-paragraph: Mr. Joseph Chamberlain is sinking fast, says a cablegram to the Australian papers. During the last few weeks he has ceased to take any interest in political events. He is dying in bed, mentally and physically helpless. (8, 187, 158, 242)
section-heading: ELOCUTIONARY COMPETITIONS. (989, 857, 1073, 880)
section-heading: BOWLING. (372, 39, 426, 50)
article-paragraph: His Excellency the Governor has given permission to the Senior Cadet officers throughout New Zealand to use one of his crests (the Dickson crest) as the badge of their companies. (8, 332, 158, 378)
article-paragraph: Miss Gleeson, of Wellington, is at present at Whanga on a visit to her sister, Mrs. G. M. Mills. (166, 1029, 316, 1057)
section-heading: ACCIDENTS & FATALITIES. (13, 1523, 153, 1535)
article-paragraph: Mr. Alf. G. Lumsden, touring manager of the "Tiny Town" Company, was in Stratford yesterday, making arrangements for the appearance of the Company on Wednesday next. The touring manager is 6ft 2in in height, and the height of the Mayor of Tiny Town is 2ft 6in. (8, 631, 158, 704)
article-paragraph: The Foreign Office verbally informed the firm that it was unable to prevent the issue, but it would not recognise their action. (798, 854, 948, 891)
section-separator (843, 904, 903, 905)
article-paragraph: The Secretary explained that the club was under the Classified Societies Act. (324, 804, 474, 823)
subheading: TROUBLE AT REEFTON. (819, 442, 927, 452)
article-paragraph: Mr. C. T. Fookes said that possibly some of the trouble was caused by the haphazard methods of proposing new members, sometimes without the consent of those gentlemen. (324, 922, 474, 968)
article-paragraph: Mr. P. J. Jackson tendered his resignation last night as a member of the Stratford Bowling Club, giving as his reason his business and farming troubles. This bad news was very sympathetically received by the bowlers present, and, in making Mr. Jackson a life member, the president and others spoke of the services rendered to the club by Mr. Jackson, and of the good fellowship that had existed, and the sterling qualities of these two gentlemen. (8, 884, 158, 993)
article-paragraph: In moving the adoption of the annual report and balance-sheet, the President said that he thought the satisfactory should be complemented on the drawing up of the report. Especially as they considered that he was doing the work of the real secretary proper. He would say strongly that the members were not immensely indebted to Mr. Smart for the amount of good work he had done for the club. (324, 641, 474, 742)
article-paragraph: Sir Richard Cartwright, Minister of Trade and Commerce for Canada, and member of Parliament for South Oxford since 1896, has passed away.—Ottawa cable. (8, 52, 158, 98)
